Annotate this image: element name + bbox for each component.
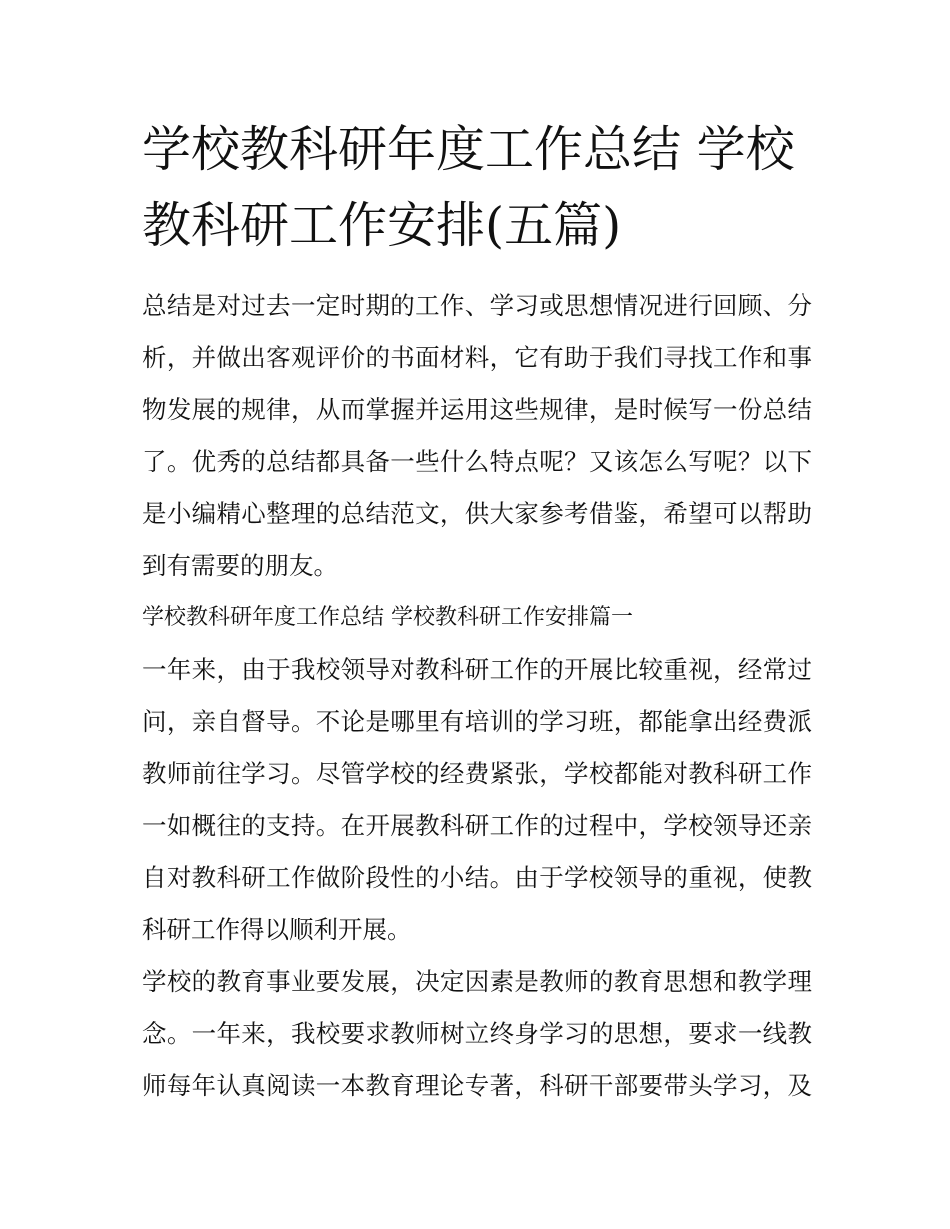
intro-line-5: 是小编精心整理的总结范文，供大家参考借鉴，希望可以帮助: [142, 499, 812, 528]
section-heading: 学校教科研年度工作总结 学校教科研工作安排篇一: [142, 605, 633, 630]
document-body: [142, 280, 812, 1112]
para2-line-1: 学校的教育事业要发展，决定因素是教师的教育思想和教学理: [142, 967, 812, 996]
intro-line-2: 析，并做出客观评价的书面材料，它有助于我们寻找工作和事: [142, 343, 812, 372]
para1-line-2: 问，亲自督导。不论是哪里有培训的学习班，都能拿出经费派: [142, 707, 812, 736]
title-line-1: 学校教科研年度工作总结 学校: [142, 121, 795, 178]
intro-line-1: 总结是对过去一定时期的工作、学习或思想情况进行回顾、分: [142, 291, 812, 320]
para1-line-1: 一年来，由于我校领导对教科研工作的开展比较重视，经常过: [142, 655, 812, 684]
para1-line-5: 自对教科研工作做阶段性的小结。由于学校领导的重视，使教: [142, 863, 812, 892]
para2-line-2: 念。一年来，我校要求教师树立终身学习的思想，要求一线教: [142, 1019, 812, 1048]
document-title: [142, 112, 812, 264]
title-line-2: 教科研工作安排(五篇): [142, 197, 622, 254]
para2-line-3: 师每年认真阅读一本教育理论专著，科研干部要带头学习，及: [142, 1071, 812, 1100]
body-paragraph-1: [142, 644, 812, 956]
body-paragraph-2: [142, 956, 812, 1112]
document-page: [142, 112, 812, 1112]
para1-line-6: 科研工作得以顺利开展。: [142, 915, 412, 944]
intro-line-3: 物发展的规律，从而掌握并运用这些规律，是时候写一份总结: [142, 395, 812, 424]
para1-line-4: 一如概往的支持。在开展教科研工作的过程中，学校领导还亲: [142, 811, 812, 840]
para1-line-3: 教师前往学习。尽管学校的经费紧张，学校都能对教科研工作: [142, 759, 812, 788]
intro-line-6: 到有需要的朋友。: [142, 551, 338, 580]
intro-line-4: 了。优秀的总结都具备一些什么特点呢？又该怎么写呢？以下: [142, 447, 812, 476]
intro-paragraph: [142, 280, 812, 592]
